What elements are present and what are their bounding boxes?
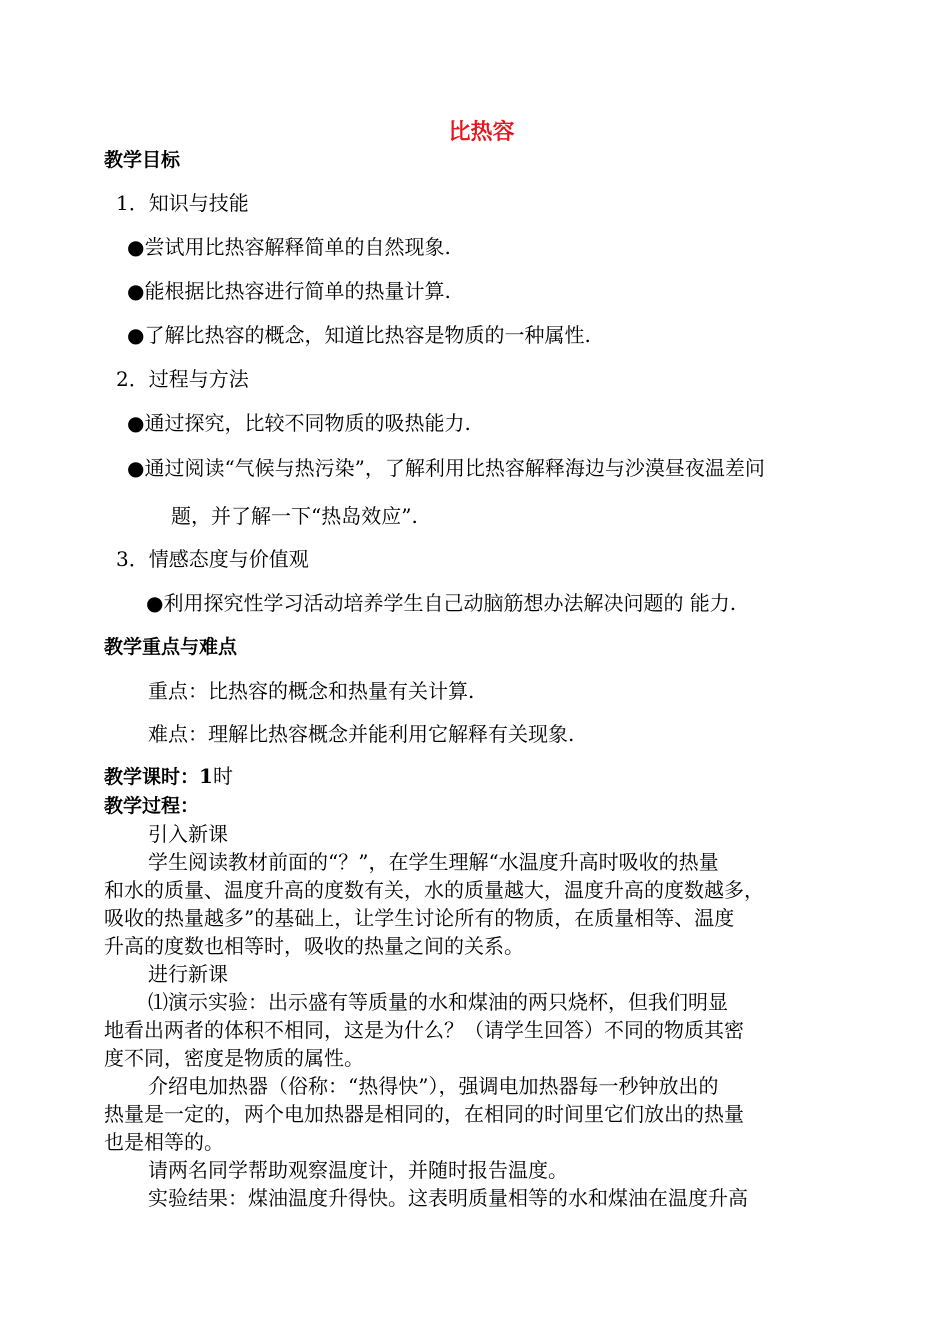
attitude-item-1: ●利用探究性学习活动培养学生自己动脑筋想办法解决问题的 能力.	[146, 591, 737, 615]
process-method-item-2: ●通过阅读“气候与热污染”，了解利用比热容解释海边与沙漠昼夜温差问	[127, 456, 765, 480]
process-line-8: 地看出两者的体积不相同，这是为什么？（请学生回答）不同的物质其密	[104, 1018, 744, 1042]
process-method-item-1: ●通过探究，比较不同物质的吸热能力.	[127, 411, 471, 435]
process-line-1: 引入新课	[148, 822, 228, 846]
process-line-5: 升高的度数也相等时，吸收的热量之间的关系。	[104, 934, 524, 958]
knowledge-heading: 1．知识与技能	[116, 191, 249, 215]
hours-unit: 时	[212, 764, 233, 788]
hours-label: 教学课时：	[104, 766, 200, 788]
knowledge-item-1: ●尝试用比热容解释简单的自然现象.	[127, 235, 451, 259]
process-line-10: 介绍电加热器（俗称：“热得快”），强调电加热器每一秒钟放出的	[148, 1074, 719, 1098]
hours-line	[104, 764, 233, 789]
process-line-12: 也是相等的。	[104, 1130, 224, 1154]
teaching-process-heading: 教学过程：	[104, 795, 200, 817]
process-line-4: 吸收的热量越多”的基础上，让学生讨论所有的物质，在质量相等、温度	[104, 906, 735, 930]
process-line-14: 实验结果：煤油温度升得快。这表明质量相等的水和煤油在温度升高	[148, 1186, 748, 1210]
keypoints-heading: 教学重点与难点	[104, 636, 238, 658]
process-line-13: 请两名同学帮助观察温度计，并随时报告温度。	[148, 1158, 568, 1182]
process-line-2: 学生阅读教材前面的“？”，在学生理解“水温度升高时吸收的热量	[148, 850, 719, 874]
process-line-3: 和水的质量、温度升高的度数有关，水的质量越大，温度升高的度数越多，	[104, 878, 764, 902]
process-method-heading: 2．过程与方法	[116, 367, 249, 391]
process-line-9: 度不同，密度是物质的属性。	[104, 1046, 364, 1070]
process-line-11: 热量是一定的，两个电加热器是相同的，在相同的时间里它们放出的热量	[104, 1102, 744, 1126]
keypoints-key: 重点：比热容的概念和热量有关计算.	[148, 679, 475, 703]
knowledge-item-3: ●了解比热容的概念，知道比热容是物质的一种属性.	[127, 323, 591, 347]
process-line-7: ⑴演示实验：出示盛有等质量的水和煤油的两只烧杯，但我们明显	[148, 990, 728, 1014]
goals-heading: 教学目标	[104, 149, 181, 171]
keypoints-difficulty: 难点：理解比热容概念并能利用它解释有关现象.	[148, 722, 575, 746]
hours-value: 1	[199, 764, 213, 788]
process-line-6: 进行新课	[148, 962, 228, 986]
document-title: 比热容	[448, 120, 515, 145]
attitude-heading: 3．情感态度与价值观	[116, 547, 309, 571]
knowledge-item-2: ●能根据比热容进行简单的热量计算.	[127, 279, 451, 303]
process-method-item-2-cont: 题，并了解一下“热岛效应”.	[171, 504, 418, 528]
